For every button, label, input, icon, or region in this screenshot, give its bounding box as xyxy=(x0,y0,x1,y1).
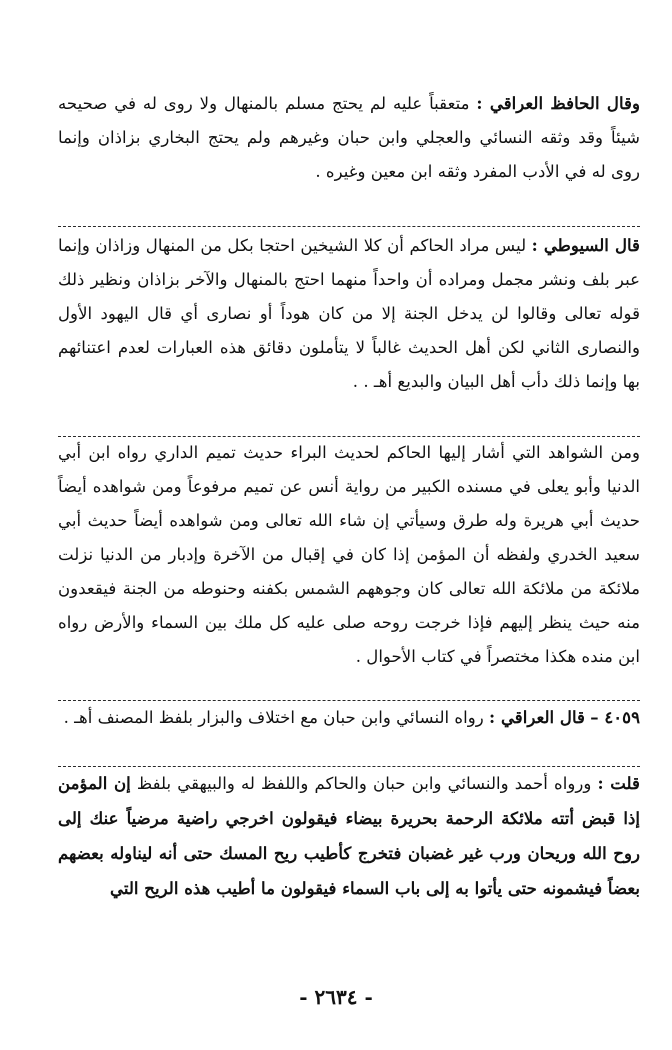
speaker-author: قلت : xyxy=(597,773,640,793)
section-divider xyxy=(58,226,640,227)
page-number: - ٢٦٣٤ - xyxy=(299,985,373,1009)
hadith-number: ٤٠٥٩ – xyxy=(590,707,640,727)
paragraph-iraqi-commentary xyxy=(58,86,640,189)
paragraph-text: ليس مراد الحاكم أن كلا الشيخين احتجا بكل من المنهال وزاذان وإنما عبر بلف ونشر مجمل ومراده أن واحداً منهما احتج بالمنهال والآخر بزاذان ونظير ذلك قوله تعالى وقالوا لن يدخل الجنة إلا من كان هوداً أو نصارى أي قال اليهود الأول والنصارى الثاني لكن أهل الحديث غالباً لا يتأملون دقائق هذه العبارات لعدم اعتنائهم بها وإنما ذلك دأب أهل البيان والبديع أهـ . . xyxy=(58,236,640,391)
paragraph-text: رواه النسائي وابن حبان مع اختلاف والبزار بلفظ المصنف أهـ . xyxy=(63,708,484,727)
paragraph-text: ورواه أحمد والنسائي وابن حبان والحاكم واللفظ له والبيهقي بلفظ xyxy=(136,774,592,793)
paragraph-author-note xyxy=(58,766,640,906)
paragraph-suyuti-commentary xyxy=(58,228,640,399)
paragraph-text: متعقباً عليه لم يحتج مسلم بالمنهال ولا روى له في صحيحه شيئاً وقد وثقه النسائي والعجلي وابن حبان وغيرهم ولم يحتج البخاري بزاذان وإنما روى له في الأدب المفرد وثقه ابن معين وغيره . xyxy=(58,94,640,181)
speaker-iraqi: وقال الحافظ العراقي : xyxy=(476,93,640,113)
hadith-quote: إن المؤمن إذا قبض أتته ملائكة الرحمة بحريرة بيضاء فيقولون اخرجي راضية مرضياً عنك إلى روح الله وريحان ورب غير غضبان فتخرج كأطيب ريح المسك حتى أنه ليناوله بعضهم بعضاً فيشمونه حتى يأتوا به إلى باب السماء فيقولون ما أطيب هذه الريح التي xyxy=(58,773,640,898)
paragraph-hadith-4059 xyxy=(58,700,640,735)
paragraph-text: ومن الشواهد التي أشار إليها الحاكم لحديث البراء حديث تميم الداري رواه ابن أبي الدنيا وأبو يعلى في مسنده الكبير من رواية أنس عن تميم مرفوعاً ومن شواهده أيضاً حديث أبي هريرة وله طرق وسيأتي إن شاء الله تعالى ومن شواهده أيضاً حديث أبي سعيد الخدري ولفظه أن المؤمن إذا كان في إقبال من الآخرة وإدبار من الدنيا نزلت ملائكة من ملائكة الله تعالى كان وجوههم الشمس بكفنه وحنوطه من الجنة فيقعدون منه حيث ينظر إليهم فإذا خرجت روحه صلى عليه كل ملك بين السماء والأرض رواه ابن منده هكذا مختصراً في كتاب الأحوال . xyxy=(58,443,640,666)
paragraph-shawahid xyxy=(58,436,640,674)
speaker-iraqi-2: قال العراقي : xyxy=(489,707,585,727)
speaker-suyuti: قال السيوطي : xyxy=(531,235,640,255)
